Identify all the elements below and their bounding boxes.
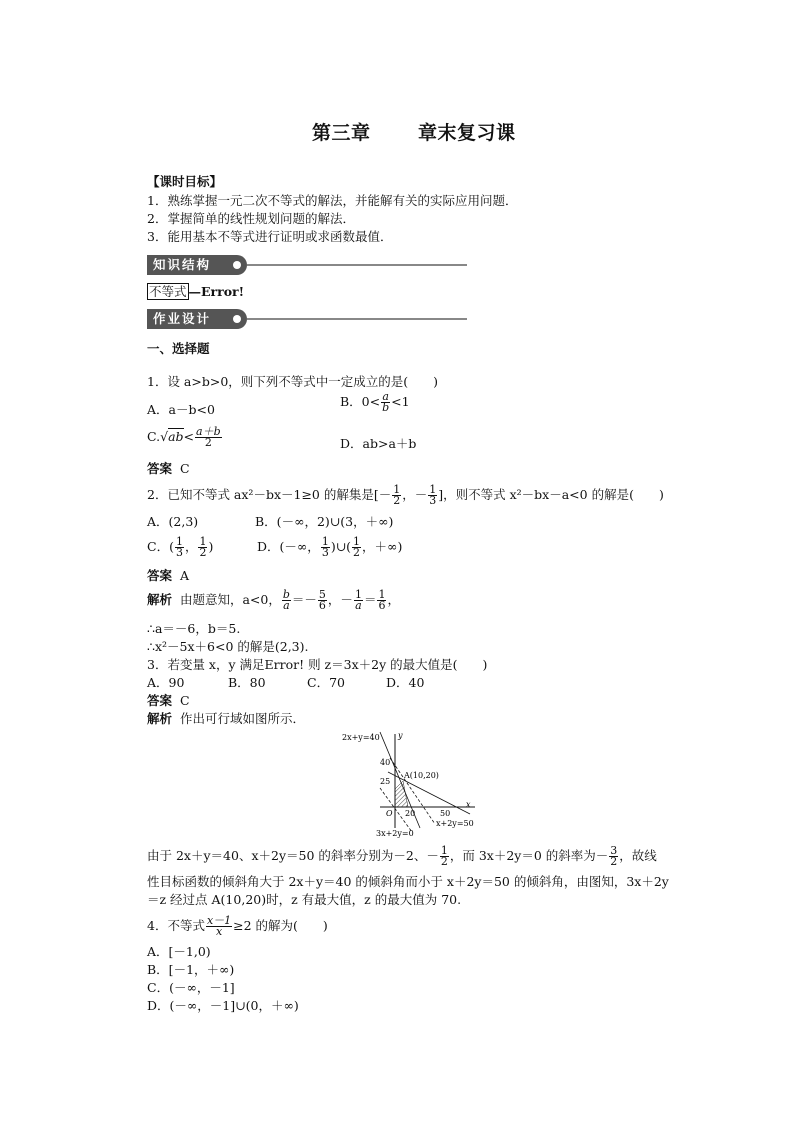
q3-answer: 答案 C xyxy=(147,693,190,708)
q1-option-b: B．0< $\frac{a}{b}$ <1 xyxy=(340,390,410,414)
q3-option-c: C．70 xyxy=(307,675,345,690)
q3-option-b: B．80 xyxy=(228,675,266,690)
objective-item: 1．熟练掌握一元二次不等式的解法，并能解有关的实际应用问题． xyxy=(147,193,518,208)
q3-explain-line2: 性目标函数的倾斜角大于 2x＋y＝40 的倾斜角而小于 x＋2y＝50 的倾斜角，由图知，3x＋2y xyxy=(147,874,669,889)
page-title: 章末复习课 xyxy=(418,122,516,144)
q3-option-d: D．40 xyxy=(386,675,425,690)
q1-option-d: D．ab>a＋b xyxy=(340,436,417,451)
label-x-axis: x xyxy=(466,800,471,809)
point-a-label: A(10,20) xyxy=(404,771,439,780)
tick-50: 50 xyxy=(440,809,451,818)
origin-label: O xyxy=(386,809,393,818)
tick-20: 20 xyxy=(405,809,416,818)
label-l3: 3x+2y=0 xyxy=(376,829,414,838)
divider xyxy=(247,264,467,266)
structure-error: —Error! xyxy=(188,284,245,299)
knowledge-structure-banner xyxy=(147,255,467,275)
q2-analysis-line2: ∴a＝－6，b＝5. xyxy=(147,621,241,636)
q2-option-d: D．(－∞， $\frac{1}{3}$ )∪( $\frac{1}{2}$ ，＋∞) xyxy=(257,535,403,559)
structure-line xyxy=(147,285,244,299)
section-heading: 一、选择题 xyxy=(147,341,210,356)
tick-40: 40 xyxy=(380,758,391,767)
bullet-icon xyxy=(233,315,241,323)
q3-option-a: A．90 xyxy=(147,675,185,690)
q3-explain-line3: ＝z 经过点 A(10,20)时，z 有最大值，z 的最大值为 70. xyxy=(147,892,462,907)
q2-option-b: B．(－∞，2)∪(3，＋∞) xyxy=(255,514,394,529)
question-2-stem: 2．已知不等式 ax²－bx－1≥0 的解集是[－ $\frac{1}{2}$ ，－ $\frac{1}{3}$ ]，则不等式 x²－bx－a<0 的解是( ) xyxy=(147,483,664,507)
q1-option-c: C.√ab< $\frac{a+b}{2}$ xyxy=(147,425,221,449)
label-l1: 2x+y=40 xyxy=(342,733,380,742)
tick-25: 25 xyxy=(380,777,391,786)
q2-option-c: C．( $\frac{1}{3}$ ， $\frac{1}{2}$ ) xyxy=(147,535,214,559)
q2-analysis-line1: 解析 由题意知，a<0， $\frac{b}{a}$ ＝－ $\frac{5}{6}$ ，－ $\frac{1}{a}$ ＝ $\frac{1}{6}$ ， xyxy=(147,588,400,612)
q2-answer: 答案 A xyxy=(147,568,189,583)
question-4-stem: 4．不等式 $\frac{x-1}{x}$ ≥2 的解为( ) xyxy=(147,914,328,938)
divider xyxy=(247,318,467,320)
q3-analysis: 解析 作出可行域如图所示． xyxy=(147,711,305,726)
question-1-stem: 1．设 a>b>0，则下列不等式中一定成立的是( ) xyxy=(147,374,439,389)
banner-label: 知识结构 xyxy=(147,255,247,275)
question-3-stem: 3．若变量 x，y 满足Error! 则 z＝3x＋2y 的最大值是( ) xyxy=(147,657,488,672)
objectives-heading: 【课时目标】 xyxy=(147,174,223,189)
q4-option-d: D．(－∞，－1]∪(0，＋∞) xyxy=(147,998,299,1013)
label-y-axis: y xyxy=(398,731,403,740)
homework-banner xyxy=(147,309,467,329)
q1-option-a: A．a－b<0 xyxy=(147,402,215,417)
label-l2: x+2y=50 xyxy=(436,819,474,828)
q2-option-a: A．(2,3) xyxy=(147,514,199,529)
q1-answer: 答案 C xyxy=(147,461,190,476)
objective-item: 2．掌握简单的线性规划问题的解法． xyxy=(147,211,355,226)
q2-analysis-line3: ∴x²－5x＋6<0 的解是(2,3). xyxy=(147,639,309,654)
objective-item: 3．能用基本不等式进行证明或求函数最值． xyxy=(147,229,393,244)
banner-label: 作业设计 xyxy=(147,309,247,329)
chapter-label: 第三章 xyxy=(312,122,371,144)
q3-explain-line1: 由于 2x＋y＝40、x＋2y＝50 的斜率分别为－2、－ $\frac{1}{2}$ ，而 3x＋2y＝0 的斜率为－ $\frac{3}{2}$ ，故线 xyxy=(147,844,657,868)
q4-option-c: C．(－∞，－1] xyxy=(147,980,235,995)
bullet-icon xyxy=(233,261,241,269)
q4-option-b: B．[－1，＋∞) xyxy=(147,962,235,977)
structure-box: 不等式 xyxy=(149,284,187,299)
q4-option-a: A．[－1,0) xyxy=(147,944,211,959)
feasible-region-figure xyxy=(340,728,490,838)
